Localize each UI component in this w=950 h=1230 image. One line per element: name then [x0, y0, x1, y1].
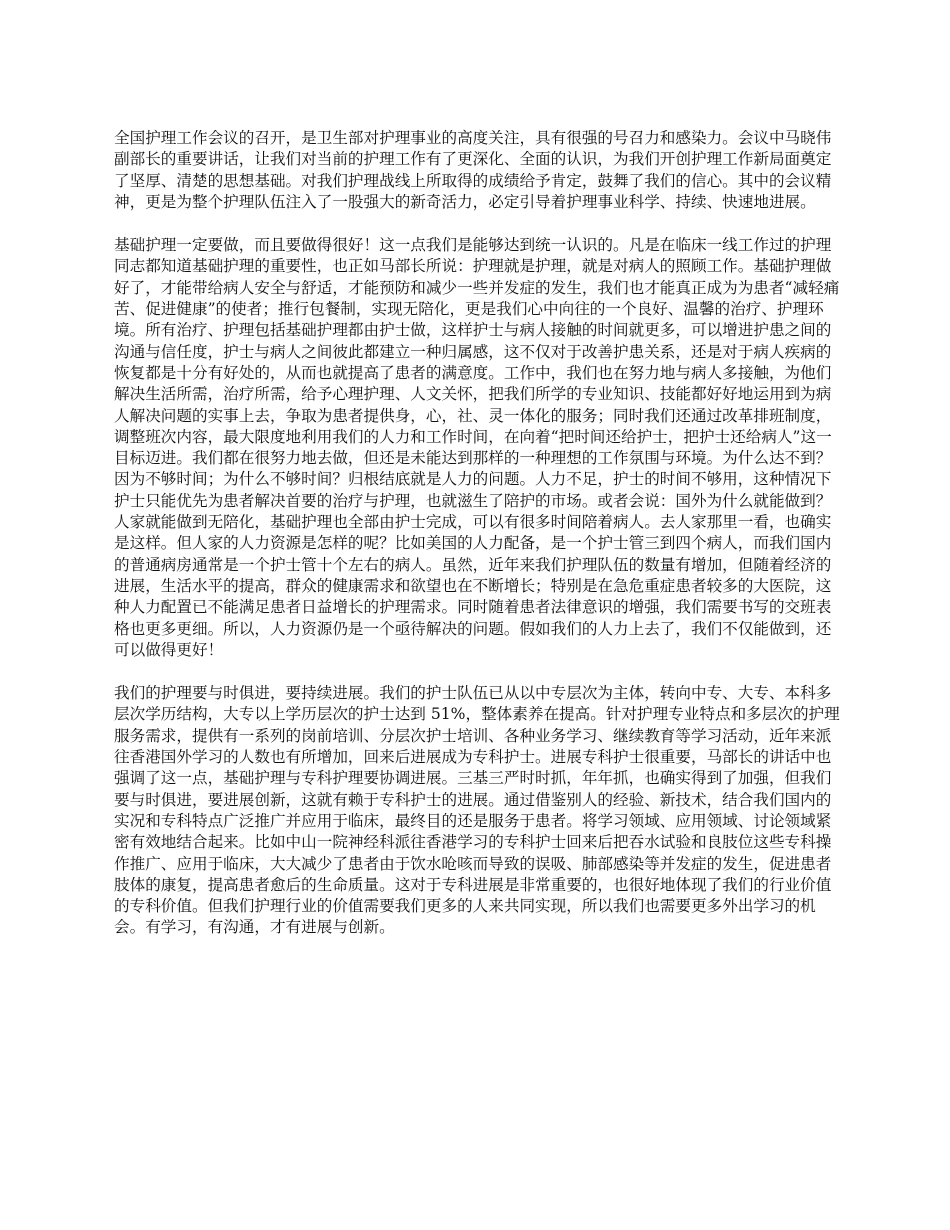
paragraph-2: 基础护理一定要做，而且要做得很好！这一点我们是能够达到统一认识的。凡是在临床一线工作过的护理同志都知道基础护理的重要性，也正如马部长所说：护理就是护理，就是对病人的照顾工作。基础护理做好了，才能带给病人安全与舒适，才能预防和减少一些并发症的发生，我们也才能真正成为为患者“减轻痛苦、促进健康”的使者；推行包餐制，实现无陪化，更是我们心中向往的一个良好、温馨的治疗、护理环境。所有治疗、护理包括基础护理都由护士做，这样护士与病人接触的时间就更多，可以增进护患之间的沟通与信任度，护士与病人之间彼此都建立一种归属感，这不仅对于改善护患关系，还是对于病人疾病的恢复都是十分有好处的，从而也就提高了患者的满意度。工作中，我们也在努力地与病人多接触，为他们解决生活所需，治疗所需，给予心理护理、人文关怀，把我们所学的专业知识、技能都好好地运用到为病人解决问题的实事上去，争取为患者提供身，心，社、灵一体化的服务；同时我们还通过改革排班制度，调整班次内容，最大限度地利用我们的人力和工作时间，在向着“把时间还给护士，把护士还给病人”这一目标迈进。我们都在很努力地去做，但还是未能达到那样的一种理想的工作氛围与环境。为什么达不到？因为不够时间；为什么不够时间？归根结底就是人力的问题。人力不足，护士的时间不够用，这种情况下护士只能优先为患者解决首要的治疗与护理，也就滋生了陪护的市场。或者会说：国外为什么就能做到？人家就能做到无陪化，基础护理也全部由护士完成，可以有很多时间陪着病人。去人家那里一看，也确实是这样。但人家的人力资源是怎样的呢？比如美国的人力配备，是一个护士管三到四个病人，而我们国内的普通病房通常是一个护士管十个左右的病人。虽然，近年来我们护理队伍的数量有增加，但随着经济的进展，生活水平的提高，群众的健康需求和欲望也在不断增长；特别是在急危重症患者较多的大医院，这种人力配置已不能满足患者日益增长的护理需求。同时随着患者法律意识的增强，我们需要书写的交班表格也更多更细。所以，人力资源仍是一个亟待解决的问题。假如我们的人力上去了，我们不仅能做到，还可以做得更好！	[114, 236, 840, 659]
paragraph-3: 我们的护理要与时俱进，要持续进展。我们的护士队伍已从以中专层次为主体，转向中专、大专、本科多层次学历结构，大专以上学历层次的护士达到 51%，整体素养在提高。针对护理专业特点和多层次的护理服务需求，提供有一系列的岗前培训、分层次护士培训、各种业务学习、继续教育等学习活动，近年来派往香港国外学习的人数也有所增加，回来后进展成为专科护士。进展专科护士很重要，马部长的讲话中也强调了这一点，基础护理与专科护理要协调进展。三基三严时时抓，年年抓，也确实得到了加强，但我们要与时俱进，要进展创新，这就有赖于专科护士的进展。通过借鉴别人的经验、新技术，结合我们国内的实况和专科特点广泛推广并应用于临床，最终目的还是服务于患者。将学习领域、应用领域、讨论领域紧密有效地结合起来。比如中山一院神经科派往香港学习的专科护士回来后把吞水试验和良肢位这些专科操作推广、应用于临床，大大减少了患者由于饮水呛咳而导致的误吸、肺部感染等并发症的发生，促进患者肢体的康复，提高患者愈后的生命质量。这对于专科进展是非常重要的，也很好地体现了我们的行业价值的专科价值。但我们护理行业的价值需要我们更多的人来共同实现，所以我们也需要更多外出学习的机会。有学习，有沟通，才有进展与创新。	[114, 684, 840, 937]
document-body	[114, 128, 840, 961]
paragraph-1: 全国护理工作会议的召开，是卫生部对护理事业的高度关注，具有很强的号召力和感染力。会议中马晓伟副部长的重要讲话，让我们对当前的护理工作有了更深化、全面的认识，为我们开创护理工作新局面奠定了坚厚、清楚的思想基础。对我们护理战线上所取得的成绩给予肯定，鼓舞了我们的信心。其中的会议精神，更是为整个护理队伍注入了一股强大的新奇活力，必定引导着护理事业科学、持续、快速地进展。	[114, 129, 832, 211]
